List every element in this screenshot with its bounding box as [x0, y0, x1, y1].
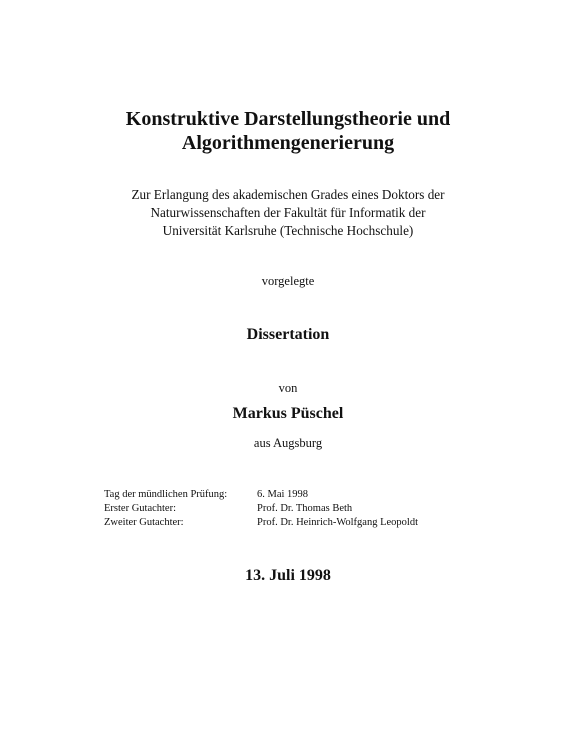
detail-row-second-reviewer — [104, 516, 418, 530]
detail-label: Tag der mündlichen Prüfung: — [104, 489, 228, 500]
degree-statement-line-2: Naturwissenschaften der Fakultät für Informatik der — [150, 205, 426, 220]
detail-row-exam-date — [104, 488, 418, 502]
degree-statement — [0, 186, 576, 240]
detail-row-first-reviewer — [104, 502, 418, 516]
author-name: Markus Püschel — [232, 405, 344, 422]
submission-date: 13. Juli 1998 — [245, 567, 331, 584]
detail-label: Erster Gutachter: — [104, 503, 177, 514]
author-origin: aus Augsburg — [253, 436, 323, 450]
von-text: von — [278, 381, 298, 395]
detail-value: Prof. Dr. Thomas Beth — [257, 503, 353, 514]
examination-details — [104, 488, 418, 530]
detail-value: Prof. Dr. Heinrich-Wolfgang Leopoldt — [257, 517, 418, 528]
document-type: Dissertation — [246, 326, 330, 343]
detail-value: 6. Mai 1998 — [257, 489, 309, 500]
thesis-title-line-2: Algorithmengenerierung — [181, 132, 395, 154]
degree-statement-line-1: Zur Erlangung des akademischen Grades eines Doktors der — [131, 187, 445, 202]
detail-label: Zweiter Gutachter: — [104, 517, 184, 528]
thesis-title — [0, 107, 576, 155]
thesis-title-line-1: Konstruktive Darstellungstheorie und — [125, 108, 451, 130]
vorgelegte-text: vorgelegte — [261, 274, 315, 288]
degree-statement-line-3: Universität Karlsruhe (Technische Hochschule) — [162, 223, 414, 238]
